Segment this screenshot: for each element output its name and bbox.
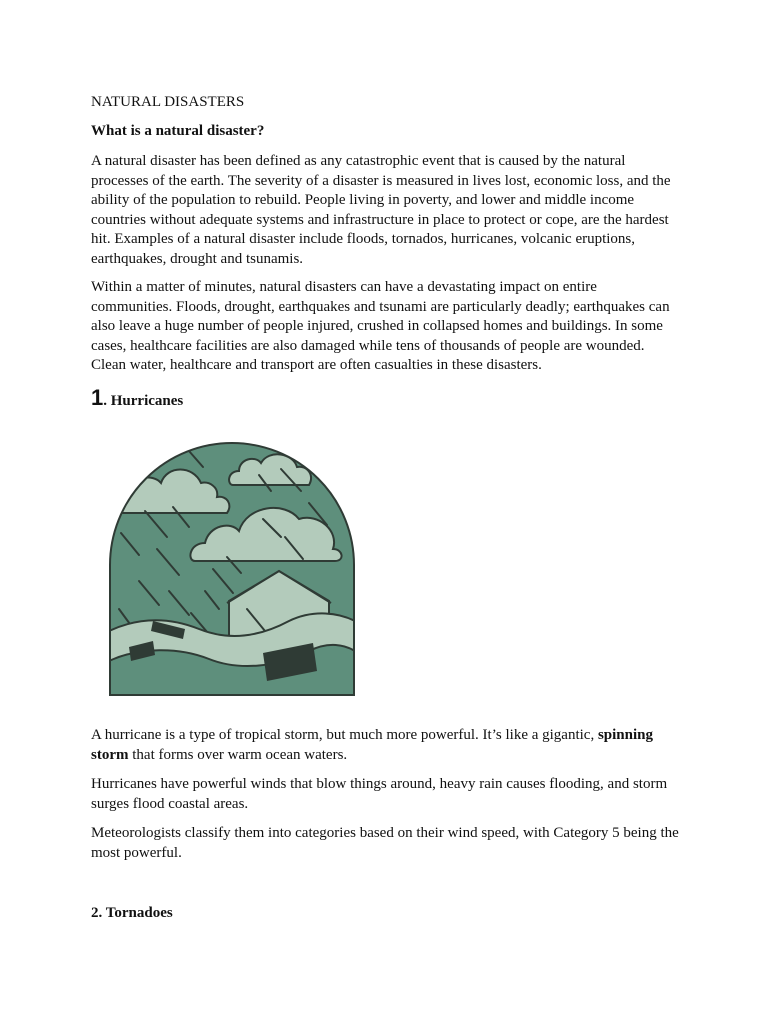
hurricane-paragraph-1	[91, 726, 681, 765]
hurricane-storm-icon	[109, 441, 355, 697]
intro-paragraph-1: A natural disaster has been defined as any catastrophic event that is caused by the natural processes of the earth. The severity of a disaster is measured in lives lost, economic loss, and the ability of the population to rebuild. People living in poverty, and lower and middle income countries without adequate systems and infrastructure in place to protect or cope, are the hardest hit. Examples of a natural disaster include floods, tornados, hurricanes, volcanic eruptions, earthquakes, drought and tsunamis.	[91, 153, 671, 267]
hurricane-paragraph-2: Hurricanes have powerful winds that blow things around, heavy rain causes flooding, and storm surges flood coastal areas.	[91, 776, 668, 812]
hurricanes-heading	[91, 385, 184, 411]
intro-paragraph-2: Within a matter of minutes, natural disasters can have a devastating impact on entire communities. Floods, drought, earthquakes and tsunami are particularly deadly; earthquakes can also leave a huge number of people injured, crushed in collapsed homes and buildings. In some cases, healthcare facilities are also damaged while tens of thousands of people are wounded. Clean water, healthcare and transport are often casualties in these disasters.	[91, 279, 670, 373]
section-number: 1	[91, 385, 104, 410]
hurricane-p1-text: A hurricane is a type of tropical storm, but much more powerful. It’s like a gigantic,	[91, 727, 598, 743]
hurricane-p1-bold: spinning storm	[91, 727, 653, 763]
section-title: . Hurricanes	[103, 393, 184, 409]
hurricane-illustration	[109, 441, 355, 697]
tornadoes-heading: 2. Tornadoes	[91, 905, 173, 921]
hurricane-p1-text-end: that forms over warm ocean waters.	[128, 746, 348, 763]
hurricane-paragraph-3: Meteorologists classify them into categories based on their wind speed, with Category 5 being the most powerful.	[91, 825, 679, 861]
section-question: What is a natural disaster?	[91, 123, 265, 139]
document-title: NATURAL DISASTERS	[91, 94, 245, 110]
